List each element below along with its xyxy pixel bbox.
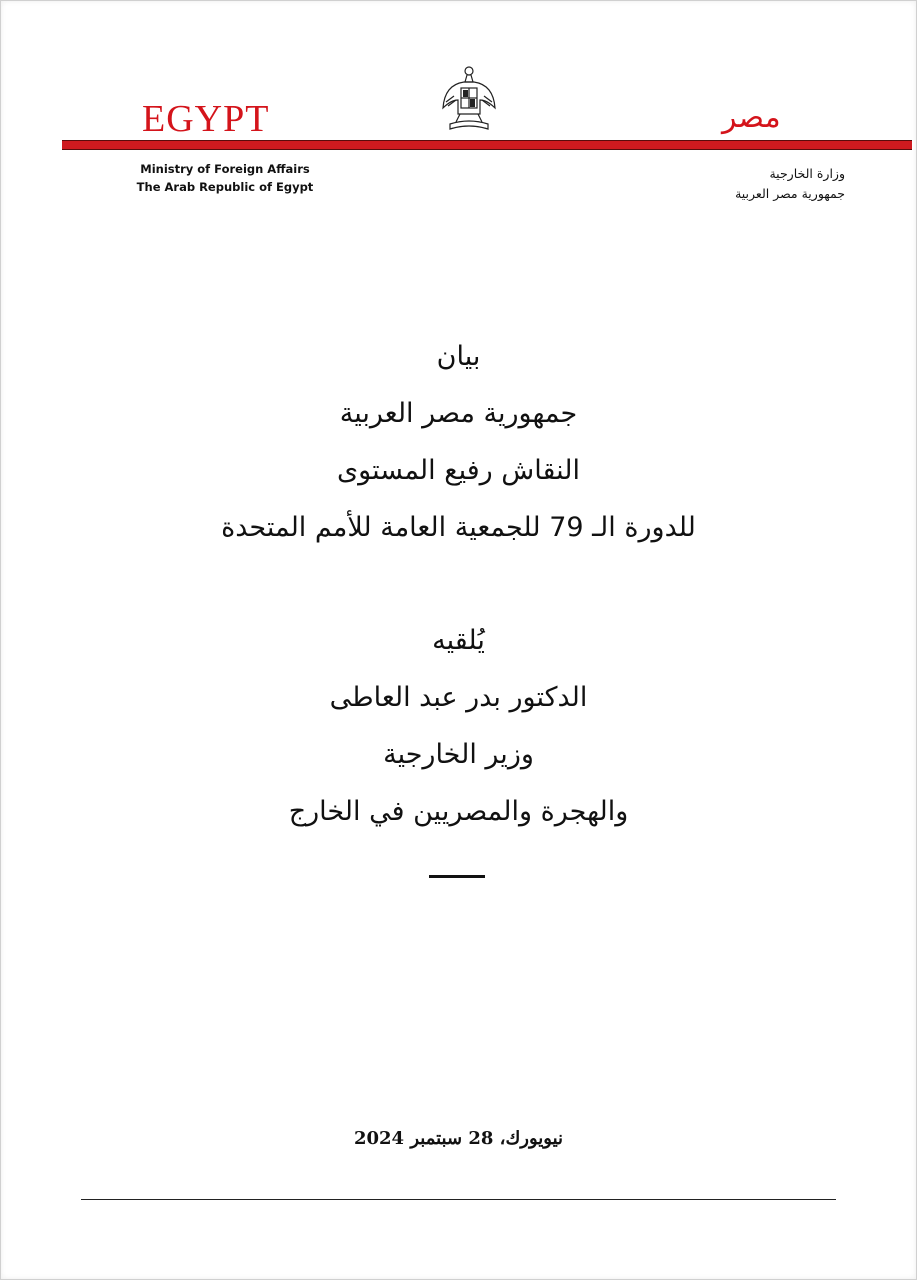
ministry-name-ar — [660, 164, 845, 204]
statement-line-2: جمهورية مصر العربية — [339, 398, 578, 429]
speaker-block — [0, 612, 917, 840]
egypt-eagle-emblem-icon — [440, 62, 498, 132]
separator-dash — [429, 875, 485, 878]
statement-line-1: بيان — [436, 341, 481, 372]
speaker-line-2: الدكتور بدر عبد العاطى — [329, 682, 588, 713]
ministry-ar-line2: جمهورية مصر العربية — [735, 186, 845, 201]
footer-rule — [81, 1199, 836, 1200]
speaker-line-3: وزير الخارجية — [383, 739, 534, 770]
speaker-line-1: يُلقيه — [432, 625, 485, 656]
ministry-name-en — [130, 160, 320, 196]
header-red-rule — [62, 140, 912, 150]
speaker-line-4: والهجرة والمصريين في الخارج — [288, 796, 629, 827]
ministry-en-line1: Ministry of Foreign Affairs — [140, 162, 310, 176]
ministry-en-line2: The Arab Republic of Egypt — [136, 180, 314, 194]
brand-egypt-en: EGYPT — [142, 98, 270, 140]
brand-egypt-ar: مصر — [722, 100, 781, 135]
statement-line-4: للدورة الـ 79 للجمعية العامة للأمم المتحدة — [221, 512, 696, 543]
statement-title-block — [0, 328, 917, 556]
statement-line-3: النقاش رفيع المستوى — [337, 455, 580, 486]
ministry-ar-line1: وزارة الخارجية — [769, 166, 845, 181]
date-location: نيويورك، 28 سبتمبر 2024 — [353, 1128, 564, 1149]
